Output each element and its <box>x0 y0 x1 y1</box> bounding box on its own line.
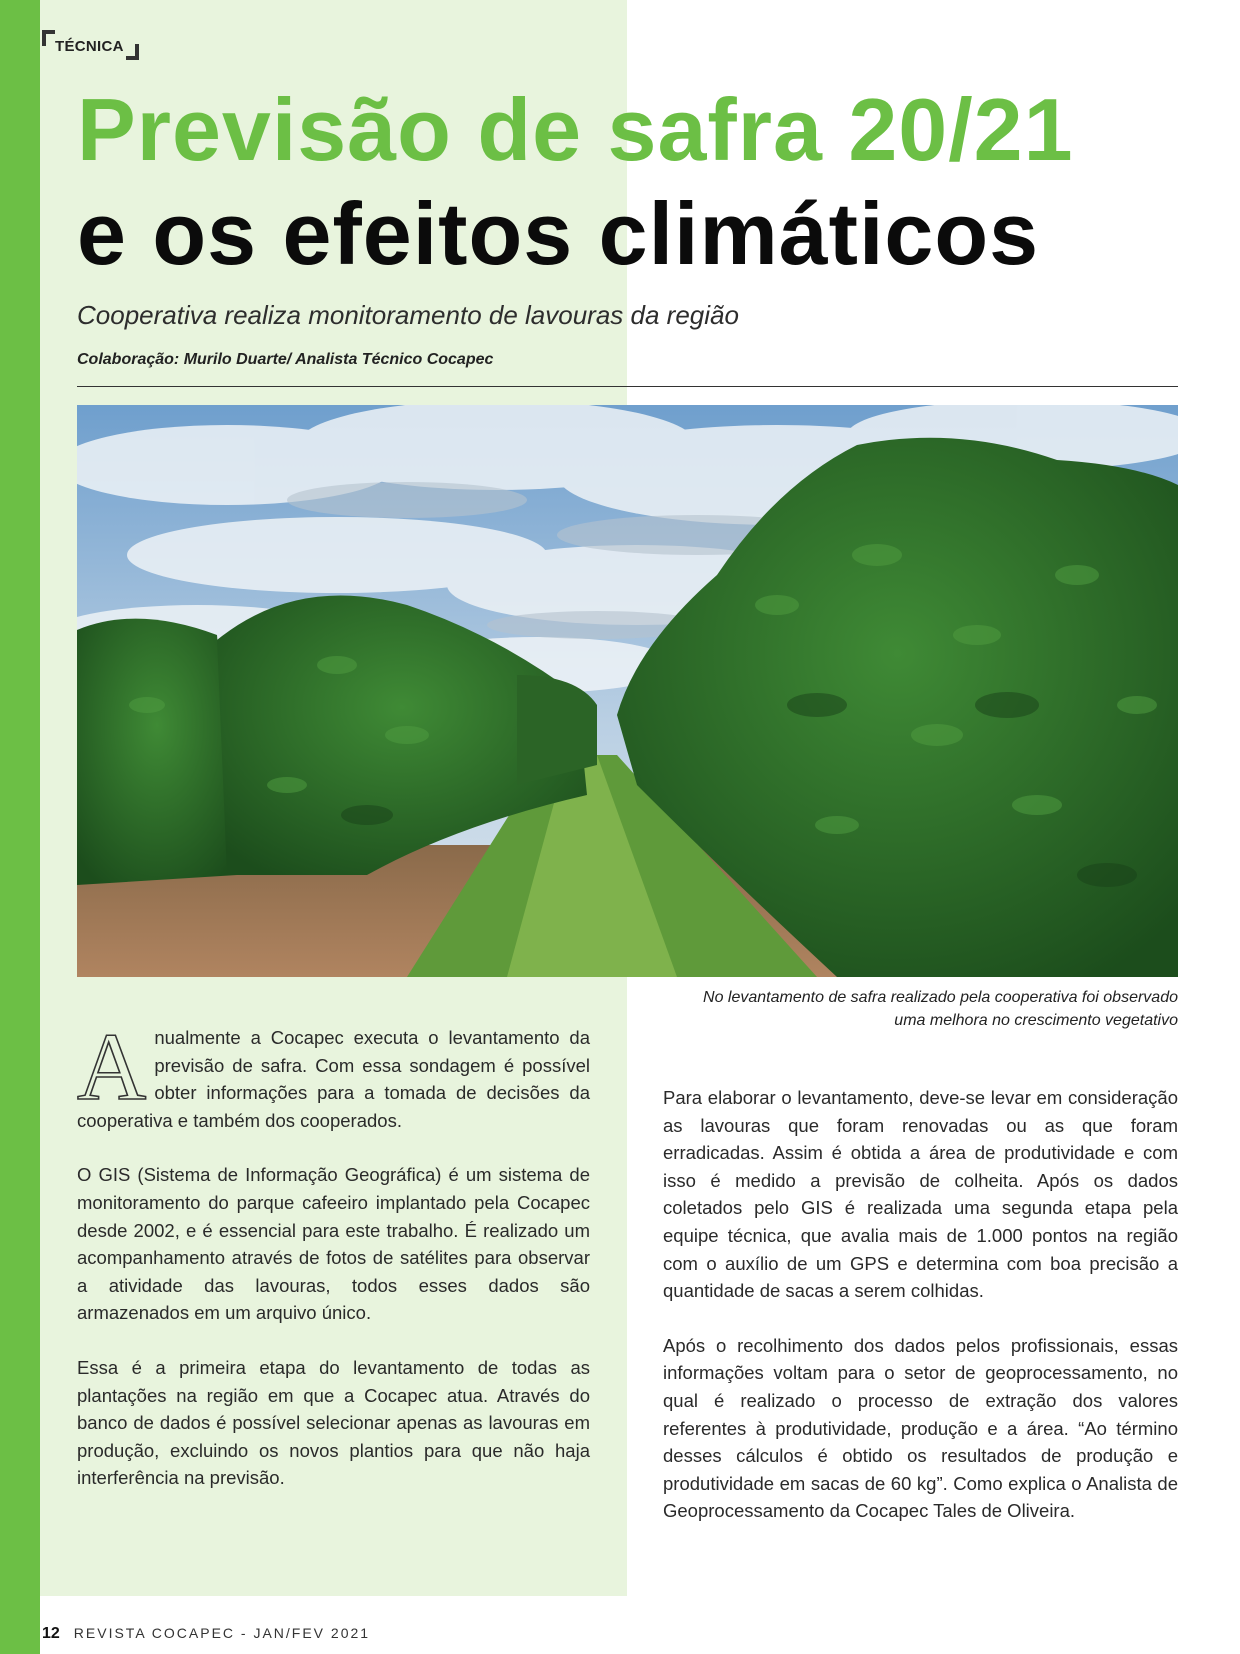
page-number: 12 <box>42 1625 60 1642</box>
bracket-corner-icon <box>42 30 55 46</box>
bracket-corner-icon <box>126 44 139 60</box>
body-column-left <box>77 1013 590 1519</box>
divider-rule <box>77 386 1178 387</box>
drop-cap: A <box>77 1013 147 1120</box>
caption-line-1: No levantamento de safra realizado pela cooperativa foi observado <box>703 989 1178 1006</box>
paragraph <box>77 1013 590 1134</box>
publication-name: REVISTA COCAPEC - JAN/FEV 2021 <box>73 1625 371 1641</box>
article-credit: Colaboração: Murilo Duarte/ Analista Técnico Cocapec <box>77 351 494 368</box>
article-subtitle: Cooperativa realiza monitoramento de lavouras da região <box>77 300 739 330</box>
section-tag <box>42 30 132 60</box>
photo-caption <box>620 986 1178 1032</box>
section-tag-label: TÉCNICA <box>55 38 124 55</box>
paragraph: Para elaborar o levantamento, deve-se levar em consideração as lavouras que foram renovadas ou as que foram erradicadas. Assim é obtida a área de produtividade e com isso é medido a previsão de colheita. Após os dados coletados pelo GIS é realizada uma segunda etapa pela equipe técnica, que avalia mais de 1.000 pontos na região com o auxílio de um GPS e determina com boa precisão a quantidade de sacas a serem colhidas. <box>663 1087 1178 1302</box>
title-line-2: e os efeitos climáticos <box>77 184 1040 283</box>
paragraph: Essa é a primeira etapa do levantamento de todas as plantações na região em que a Cocapec atua. Através do banco de dados é possível selecionar apenas as lavouras em produção, excluindo os novos plantios para que não haja interferência na previsão. <box>77 1356 590 1489</box>
title-line-1: Previsão de safra 20/21 <box>77 80 1074 179</box>
article-title <box>77 78 1197 286</box>
paragraph: O GIS (Sistema de Informação Geográfica) é um sistema de monitoramento do parque cafeeiro implantado pela Cocapec desde 2002, e é essencial para este trabalho. É realizado um acompanhamento através de fotos de satélites para observar a atividade das lavouras, todos esses dados são armazenados em um arquivo único. <box>77 1164 590 1324</box>
left-accent-bar <box>0 0 40 1654</box>
page-footer <box>42 1625 370 1643</box>
body-column-right <box>663 1084 1178 1552</box>
coffee-plantation-photo <box>77 405 1178 977</box>
caption-line-2: uma melhora no crescimento vegetativo <box>894 1012 1178 1029</box>
paragraph-text: nualmente a Cocapec executa o levantamento da previsão de safra. Com essa sondagem é possível obter informações para a tomada de decisões da cooperativa e também dos cooperados. <box>77 1027 590 1131</box>
paragraph: Após o recolhimento dos dados pelos profissionais, essas informações voltam para o setor de geoprocessamento, no qual é realizado o processo de extração dos valores referentes à produtividade, produção e a área. “Ao término desses cálculos é obtido os resultados de produção e produtividade em sacas de 60 kg”. Como explica o Analista de Geoprocessamento da Cocapec Tales de Oliveira. <box>663 1334 1178 1522</box>
